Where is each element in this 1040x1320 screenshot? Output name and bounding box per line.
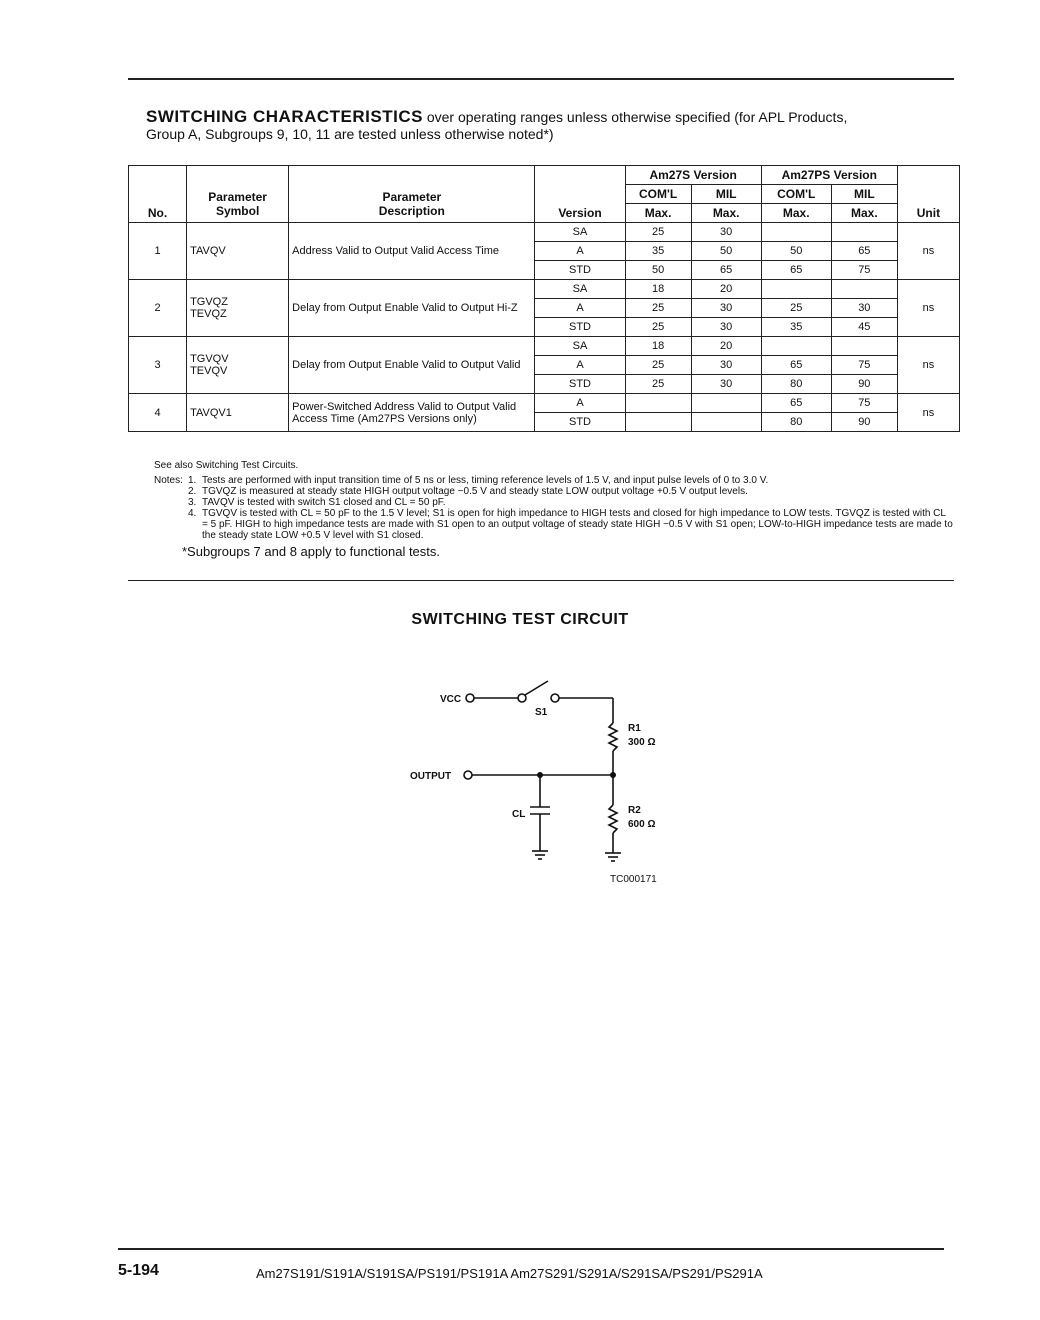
header-version: Version xyxy=(535,204,625,223)
cell-am27s-mil: 30 xyxy=(691,299,761,318)
section-heading xyxy=(146,108,946,143)
cell-am27s-coml: 25 xyxy=(625,318,691,337)
header-am27ps-coml: COM'L xyxy=(761,185,831,204)
cell-am27s-mil: 50 xyxy=(691,242,761,261)
cell-am27s-mil: 65 xyxy=(691,261,761,280)
cell-am27ps-coml xyxy=(761,280,831,299)
note-item: 2. TGVQZ is measured at steady state HIGH output voltage −0.5 V and steady state LOW output voltage +0.5 V output levels. xyxy=(188,486,748,497)
page-number: 5-194 xyxy=(118,1262,159,1279)
cell-am27ps-mil: 75 xyxy=(831,394,897,413)
cell-am27ps-coml: 50 xyxy=(761,242,831,261)
notes-label: Notes: xyxy=(154,475,183,486)
header-max: Max. xyxy=(691,204,761,223)
cell-symbol: TAVQV1 xyxy=(187,394,289,432)
cell-am27s-coml: 18 xyxy=(625,337,691,356)
cell-version: A xyxy=(535,394,625,413)
note-item: Notes: 1. Tests are performed with input transition time of 5 ns or less, timing reference levels of 1.5 V, and input pulse levels of 0 to 3.0 V. xyxy=(154,475,769,486)
label-vcc: VCC xyxy=(440,694,462,705)
table-row xyxy=(129,223,960,242)
cell-am27ps-coml: 65 xyxy=(761,261,831,280)
notes-rule xyxy=(128,580,954,581)
header-am27ps: Am27PS Version xyxy=(761,166,897,185)
cell-symbol: TGVQV TEVQV xyxy=(187,337,289,394)
cell-symbol: TAVQV xyxy=(187,223,289,280)
cell-am27ps-coml: 80 xyxy=(761,375,831,394)
cell-am27s-mil: 30 xyxy=(691,223,761,242)
see-also: See also Switching Test Circuits. xyxy=(154,460,299,471)
cell-desc: Power-Switched Address Valid to Output Valid Access Time (Am27PS Versions only) xyxy=(289,394,535,432)
label-cl: CL xyxy=(512,809,526,820)
cell-am27s-coml: 50 xyxy=(625,261,691,280)
header-max: Max. xyxy=(761,204,831,223)
cell-am27s-coml: 25 xyxy=(625,223,691,242)
switching-table xyxy=(128,165,960,432)
switch-s1 xyxy=(525,681,548,695)
cell-unit: ns xyxy=(897,337,959,394)
header-desc-2: Description xyxy=(289,204,535,223)
circuit-code: TC000171 xyxy=(610,874,657,885)
cell-am27s-mil xyxy=(691,394,761,413)
header-desc-1: Parameter xyxy=(289,185,535,204)
cell-am27ps-coml xyxy=(761,223,831,242)
subgroups-note: *Subgroups 7 and 8 apply to functional tests. xyxy=(182,544,441,559)
table-row xyxy=(129,337,960,356)
label-r2: R2 xyxy=(628,805,641,816)
section-title: SWITCHING CHARACTERISTICS xyxy=(146,107,423,126)
cell-am27ps-coml xyxy=(761,337,831,356)
cell-unit: ns xyxy=(897,223,959,280)
circuit-title: SWITCHING TEST CIRCUIT xyxy=(411,611,629,628)
cell-am27ps-coml: 25 xyxy=(761,299,831,318)
cell-am27s-mil xyxy=(691,413,761,432)
output-node xyxy=(464,771,472,779)
cell-desc: Delay from Output Enable Valid to Output Hi-Z xyxy=(289,280,535,337)
label-r2-value: 600 Ω xyxy=(628,819,656,830)
cell-symbol: TGVQZ TEVQZ xyxy=(187,280,289,337)
cell-am27s-coml: 25 xyxy=(625,375,691,394)
cell-am27s-mil: 30 xyxy=(691,356,761,375)
header-am27s-coml: COM'L xyxy=(625,185,691,204)
cell-am27s-coml: 25 xyxy=(625,299,691,318)
cell-am27s-coml xyxy=(625,394,691,413)
table-body xyxy=(129,223,960,432)
switch-contact xyxy=(551,694,559,702)
label-r1: R1 xyxy=(628,723,641,734)
bottom-rule xyxy=(118,1248,944,1250)
junction-dot xyxy=(537,772,543,778)
label-r1-value: 300 Ω xyxy=(628,737,656,748)
switch-contact xyxy=(518,694,526,702)
junction-dot xyxy=(610,772,616,778)
cell-am27ps-mil: 30 xyxy=(831,299,897,318)
cell-am27s-mil: 20 xyxy=(691,280,761,299)
switching-test-circuit xyxy=(400,665,700,895)
cell-unit: ns xyxy=(897,394,959,432)
resistor-r2-icon xyxy=(609,805,617,833)
cell-am27ps-mil: 75 xyxy=(831,356,897,375)
cell-no: 4 xyxy=(129,394,187,432)
cell-version: STD xyxy=(535,318,625,337)
header-am27ps-mil: MIL xyxy=(831,185,897,204)
note-item: 3. TAVQV is tested with switch S1 closed and CL = 50 pF. xyxy=(188,497,446,508)
resistor-r1-icon xyxy=(609,723,617,751)
header-no: No. xyxy=(129,204,187,223)
cell-am27ps-coml: 65 xyxy=(761,356,831,375)
cell-am27ps-mil: 65 xyxy=(831,242,897,261)
cell-am27s-coml: 25 xyxy=(625,356,691,375)
cell-am27ps-mil: 90 xyxy=(831,375,897,394)
cell-version: SA xyxy=(535,280,625,299)
cell-am27ps-mil xyxy=(831,223,897,242)
cell-desc: Delay from Output Enable Valid to Output Valid xyxy=(289,337,535,394)
cell-version: A xyxy=(535,242,625,261)
cell-am27ps-coml: 80 xyxy=(761,413,831,432)
cell-desc: Address Valid to Output Valid Access Time xyxy=(289,223,535,280)
cell-am27s-coml: 18 xyxy=(625,280,691,299)
cell-version: STD xyxy=(535,261,625,280)
cell-no: 3 xyxy=(129,337,187,394)
top-rule xyxy=(128,78,954,80)
table-row xyxy=(129,280,960,299)
note-item: 4. TGVQV is tested with CL = 50 pF to the 1.5 V level; S1 is open for high impedance to HIGH tests and closed for high impedance to LOW tests. TGVQZ is tested with CL = 5 pF. HIGH to high impedance tests are made with S1 open to an output voltage of steady state HIGH −0.5 V with S1 open; LOW-to-HIGH impedance tests are made to the steady state LOW +0.5 V level with S1 closed. xyxy=(188,508,953,541)
cell-am27s-coml xyxy=(625,413,691,432)
vcc-node xyxy=(466,694,474,702)
cell-unit: ns xyxy=(897,280,959,337)
heading-line2: Group A, Subgroups 9, 10, 11 are tested unless otherwise noted*) xyxy=(146,126,554,142)
cell-am27s-coml: 35 xyxy=(625,242,691,261)
cell-am27ps-coml: 65 xyxy=(761,394,831,413)
header-symbol-2: Symbol xyxy=(187,204,289,223)
cell-am27ps-mil xyxy=(831,280,897,299)
cell-version: SA xyxy=(535,337,625,356)
cell-no: 1 xyxy=(129,223,187,280)
cell-version: STD xyxy=(535,375,625,394)
cell-version: SA xyxy=(535,223,625,242)
header-symbol-1: Parameter xyxy=(187,185,289,204)
cell-am27ps-mil xyxy=(831,337,897,356)
table-row xyxy=(129,394,960,413)
cell-version: A xyxy=(535,356,625,375)
cell-am27ps-coml: 35 xyxy=(761,318,831,337)
header-am27s-mil: MIL xyxy=(691,185,761,204)
cell-am27ps-mil: 90 xyxy=(831,413,897,432)
cell-am27s-mil: 30 xyxy=(691,318,761,337)
heading-line1: over operating ranges unless otherwise specified (for APL Products, xyxy=(426,109,848,125)
header-unit: Unit xyxy=(897,204,959,223)
cell-am27ps-mil: 75 xyxy=(831,261,897,280)
cell-am27ps-mil: 45 xyxy=(831,318,897,337)
header-max: Max. xyxy=(831,204,897,223)
cell-version: A xyxy=(535,299,625,318)
cell-no: 2 xyxy=(129,280,187,337)
cell-version: STD xyxy=(535,413,625,432)
part-numbers: Am27S191/S191A/S191SA/PS191/PS191A Am27S291/S291A/S291SA/PS291/PS291A xyxy=(256,1266,763,1281)
notes xyxy=(154,460,954,560)
header-max: Max. xyxy=(625,204,691,223)
label-s1: S1 xyxy=(535,707,548,718)
header-am27s: Am27S Version xyxy=(625,166,761,185)
cell-am27s-mil: 30 xyxy=(691,375,761,394)
cell-am27s-mil: 20 xyxy=(691,337,761,356)
label-output: OUTPUT xyxy=(410,771,452,782)
